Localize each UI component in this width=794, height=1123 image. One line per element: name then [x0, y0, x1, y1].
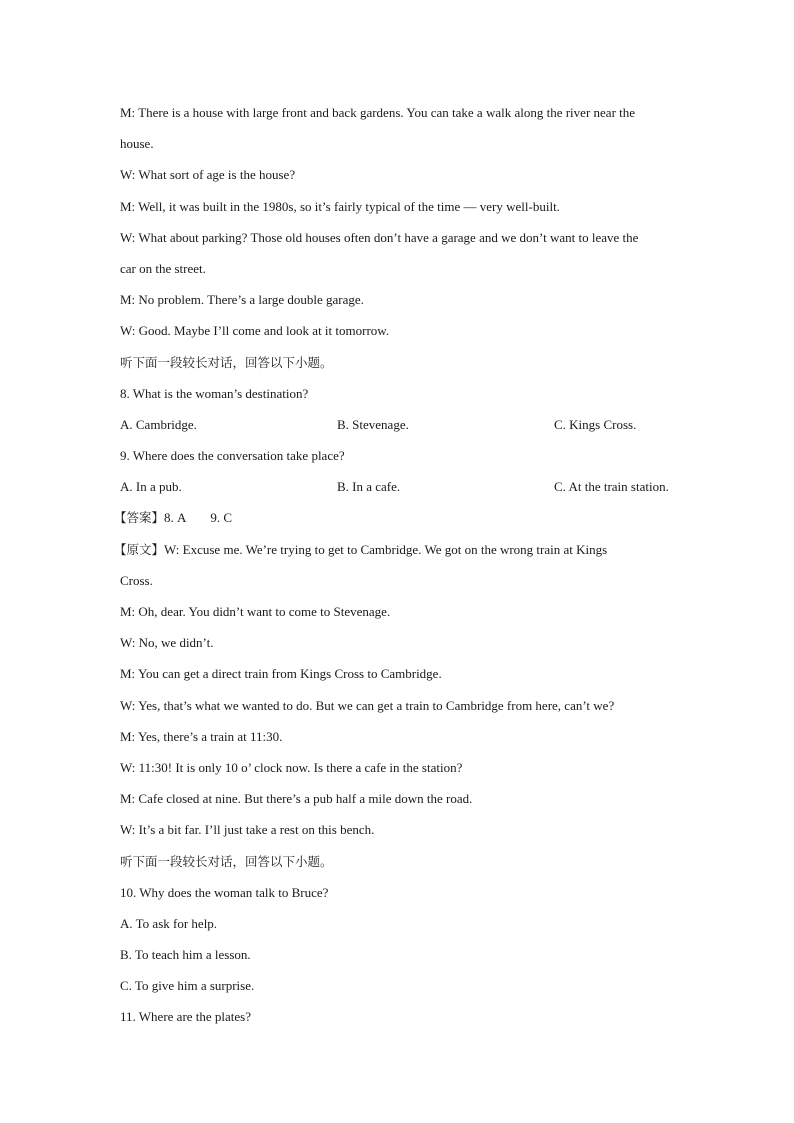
transcript-line: W: 11:30! It is only 10 o’ clock now. Is there a cafe in the station? [120, 759, 463, 775]
transcript-line: W: Excuse me. We’re trying to get to Cambridge. We got on the wrong train at Kings [164, 541, 608, 557]
transcript-label: 【原文】 [114, 541, 165, 557]
transcript-line: W: Yes, that’s what we wanted to do. But we can get a train to Cambridge from here, can’t we? [120, 697, 615, 713]
dialogue-1 [120, 97, 680, 347]
transcript-line: W: It’s a bit far. I’ll just take a rest on this bench. [120, 822, 375, 838]
transcript-line: W: No, we didn’t. [120, 635, 214, 651]
transcript-line: Cross. [120, 572, 153, 588]
option-c: C. At the train station. [554, 479, 669, 495]
question-8: 8. What is the woman’s destination? [120, 385, 309, 401]
answer-line [114, 502, 680, 533]
dialogue-line: W: What sort of age is the house? [120, 167, 296, 183]
section-instruction: 听下面一段较长对话，回答以下小题。 [120, 853, 333, 869]
option-c: C. To give him a surprise. [120, 978, 255, 994]
transcript-line: M: You can get a direct train from Kings Cross to Cambridge. [120, 666, 442, 682]
answer-8: 8. A [164, 510, 187, 526]
document-page [114, 97, 680, 1033]
option-c: C. Kings Cross. [554, 416, 637, 432]
transcript-first-line [114, 534, 680, 565]
dialogue-line: W: Good. Maybe I’ll come and look at it tomorrow. [120, 323, 390, 339]
transcript-line: M: Cafe closed at nine. But there’s a pub half a mile down the road. [120, 791, 473, 807]
dialogue-line: car on the street. [120, 260, 206, 276]
transcript-line: M: Oh, dear. You didn’t want to come to Stevenage. [120, 604, 391, 619]
answer-label: 【答案】 [114, 510, 165, 526]
option-b: B. In a cafe. [337, 479, 401, 495]
question-11: 11. Where are the plates? [120, 1009, 252, 1025]
option-a: A. To ask for help. [120, 915, 218, 931]
option-b: B. To teach him a lesson. [120, 947, 251, 963]
question-9-options [120, 471, 680, 502]
option-a: A. Cambridge. [120, 416, 197, 432]
dialogue-line: M: There is a house with large front and back gardens. You can take a walk along the river near the [120, 105, 636, 120]
dialogue-line: M: No problem. There’s a large double garage. [120, 292, 364, 308]
option-a: A. In a pub. [120, 479, 182, 495]
option-b: B. Stevenage. [337, 416, 409, 432]
dialogue-line: house. [120, 136, 154, 152]
question-9: 9. Where does the conversation take place? [120, 448, 345, 464]
question-10: 10. Why does the woman talk to Bruce? [120, 884, 329, 900]
transcript-line: M: Yes, there’s a train at 11:30. [120, 728, 283, 744]
dialogue-line: W: What about parking? Those old houses often don’t have a garage and we don’t want to leave the [120, 229, 639, 245]
section-instruction: 听下面一段较长对话，回答以下小题。 [120, 354, 333, 370]
question-8-options [120, 409, 680, 440]
answer-9: 9. C [210, 510, 233, 526]
dialogue-line: M: Well, it was built in the 1980s, so it’s fairly typical of the time — very well-built. [120, 198, 560, 214]
